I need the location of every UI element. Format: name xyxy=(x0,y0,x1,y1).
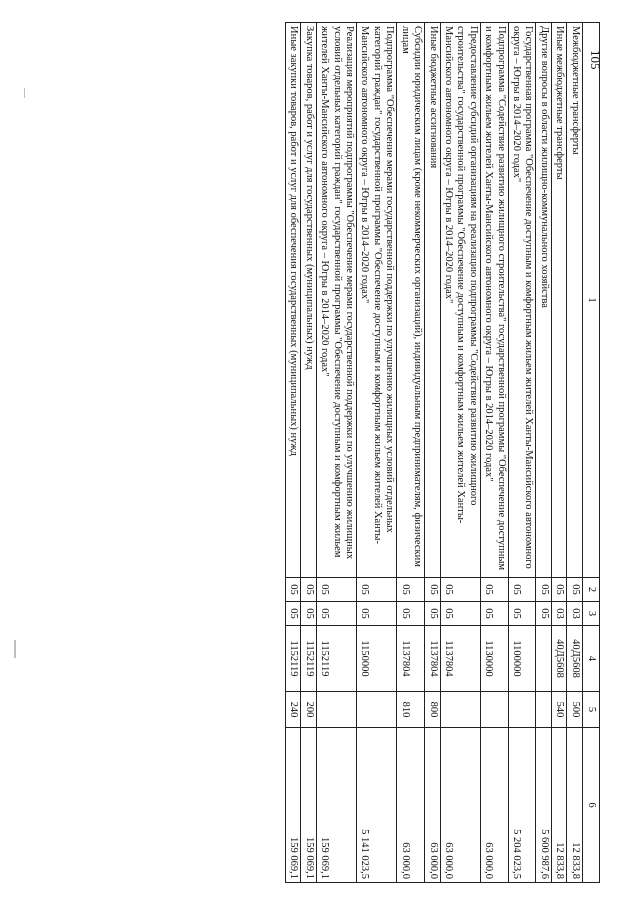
row-name: Подпрограмма "Обеспечение мерами государственной поддержки по улучшению жилищных условий отдельных категорий граждан" государственной программы "Обеспечение доступным и комфортным жильем жителей Ханты-Мансийского автономного округа – Югры в 2014–2020 годах" xyxy=(357,23,397,578)
budget-table xyxy=(285,22,600,883)
row-target-article: 1137804 xyxy=(397,626,425,692)
row-subsection: 05 xyxy=(316,602,356,626)
row-expense-type: 240 xyxy=(286,692,301,728)
row-subsection: 05 xyxy=(397,602,425,626)
row-subsection: 03 xyxy=(551,602,566,626)
row-expense-type xyxy=(440,692,480,728)
row-amount: 159 069,1 xyxy=(301,728,316,883)
table-row xyxy=(316,23,356,883)
row-name: Субсидии юридическим лицам (кроме некоммерческих организаций), индивидуальным предпринимателям, физическим лицам xyxy=(397,23,425,578)
row-subsection: 05 xyxy=(480,602,508,626)
row-amount: 159 069,1 xyxy=(286,728,301,883)
row-expense-type: 800 xyxy=(425,692,440,728)
row-expense-type xyxy=(480,692,508,728)
row-name: Подпрограмма "Содействие развитию жилищного строительства" государственной программы "Обеспечение доступным и комфортным жильем жителей Ханты-Мансийского автономного округа – Югры в 2014–2020 годах" xyxy=(480,23,508,578)
row-target-article: 1130000 xyxy=(480,626,508,692)
row-target-article xyxy=(536,626,551,692)
header-cell-pr: 3 xyxy=(582,602,599,626)
row-section: 05 xyxy=(440,578,480,602)
header-cell-sum: 6 xyxy=(582,728,599,883)
row-subsection: 05 xyxy=(301,602,316,626)
row-expense-type: 810 xyxy=(397,692,425,728)
table-row xyxy=(508,23,536,883)
row-expense-type: 200 xyxy=(301,692,316,728)
table-row xyxy=(480,23,508,883)
row-amount: 5 141 023,5 xyxy=(357,728,397,883)
table-row xyxy=(567,23,582,883)
row-name: Закупка товаров, работ и услуг для государственных (муниципальных) нужд xyxy=(301,23,316,578)
table-row xyxy=(425,23,440,883)
row-expense-type xyxy=(316,692,356,728)
row-target-article: 1137804 xyxy=(425,626,440,692)
row-name: Другие вопросы в области жилищно-коммунального хозяйства xyxy=(536,23,551,578)
row-amount: 5 600 987,6 xyxy=(536,728,551,883)
row-subsection: 05 xyxy=(286,602,301,626)
row-target-article: 1137804 xyxy=(440,626,480,692)
rotated-page xyxy=(80,22,600,882)
row-section: 05 xyxy=(567,578,582,602)
row-subsection: 03 xyxy=(567,602,582,626)
row-section: 05 xyxy=(536,578,551,602)
row-section: 05 xyxy=(480,578,508,602)
row-amount: 63 000,0 xyxy=(480,728,508,883)
row-section: 05 xyxy=(301,578,316,602)
row-subsection: 05 xyxy=(440,602,480,626)
header-cell-vr: 5 xyxy=(582,692,599,728)
header-row xyxy=(582,23,599,883)
row-amount: 5 204 023,5 xyxy=(508,728,536,883)
row-expense-type xyxy=(536,692,551,728)
row-subsection: 05 xyxy=(357,602,397,626)
row-name: Иные бюджетные ассигнования xyxy=(425,23,440,578)
row-target-article: 1152119 xyxy=(316,626,356,692)
table-row xyxy=(397,23,425,883)
row-expense-type xyxy=(508,692,536,728)
row-target-article: 40Д5608 xyxy=(551,626,566,692)
row-amount: 63 000,0 xyxy=(440,728,480,883)
row-name: Государственная программа "Обеспечение доступным и комфортным жильем жителей Ханты-Мансийского автономного округа – Югры в 2014–2020 годах" xyxy=(508,23,536,578)
table-row xyxy=(301,23,316,883)
row-subsection: 05 xyxy=(425,602,440,626)
row-section: 05 xyxy=(397,578,425,602)
page-number: 105 xyxy=(588,50,603,70)
row-target-article: 40Д5608 xyxy=(567,626,582,692)
row-name: Иные закупки товаров, работ и услуг для обеспечения государственных (муниципальных) нужд xyxy=(286,23,301,578)
row-amount: 63 000,0 xyxy=(425,728,440,883)
row-section: 05 xyxy=(316,578,356,602)
row-amount: 12 833,8 xyxy=(551,728,566,883)
table-row xyxy=(551,23,566,883)
row-section: 05 xyxy=(551,578,566,602)
header-cell-name: 1 xyxy=(582,23,599,578)
row-amount: 63 000,0 xyxy=(397,728,425,883)
row-section: 05 xyxy=(425,578,440,602)
row-name: Предоставление субсидий организациям на реализацию подпрограммы "Содействие развитию жилищного строительства" государственной программы "Обеспечение доступным и комфортным жильем жителей Ханты-Мансийского автономного округа – Югры в 2014–2020 годах" xyxy=(440,23,480,578)
row-section: 05 xyxy=(286,578,301,602)
table-row xyxy=(440,23,480,883)
row-subsection: 05 xyxy=(508,602,536,626)
row-amount: 159 069,1 xyxy=(316,728,356,883)
table-row xyxy=(357,23,397,883)
table-row xyxy=(536,23,551,883)
row-target-article: 1100000 xyxy=(508,626,536,692)
row-target-article: 1150000 xyxy=(357,626,397,692)
row-target-article: 1152119 xyxy=(301,626,316,692)
row-expense-type xyxy=(357,692,397,728)
scan-artifact xyxy=(14,640,16,658)
row-amount: 12 833,8 xyxy=(567,728,582,883)
row-subsection: 05 xyxy=(536,602,551,626)
row-expense-type: 540 xyxy=(551,692,566,728)
scan-artifact xyxy=(24,88,25,98)
row-expense-type: 500 xyxy=(567,692,582,728)
row-name: Иные межбюджетные трансферты xyxy=(551,23,566,578)
table-row xyxy=(286,23,301,883)
row-name: Реализация мероприятий подпрограммы "Обеспечение мерами государственной поддержки по улучшению жилищных условий отдельных категорий граждан" государственной программы "Обеспечение доступным и комфортным жильем жителей Ханты-Мансийского автономного округа – Югры в 2014–2020 годах" xyxy=(316,23,356,578)
row-section: 05 xyxy=(508,578,536,602)
row-section: 05 xyxy=(357,578,397,602)
header-cell-rz: 2 xyxy=(582,578,599,602)
header-cell-csr: 4 xyxy=(582,626,599,692)
row-name: Межбюджетные трансферты xyxy=(567,23,582,578)
row-target-article: 1152119 xyxy=(286,626,301,692)
